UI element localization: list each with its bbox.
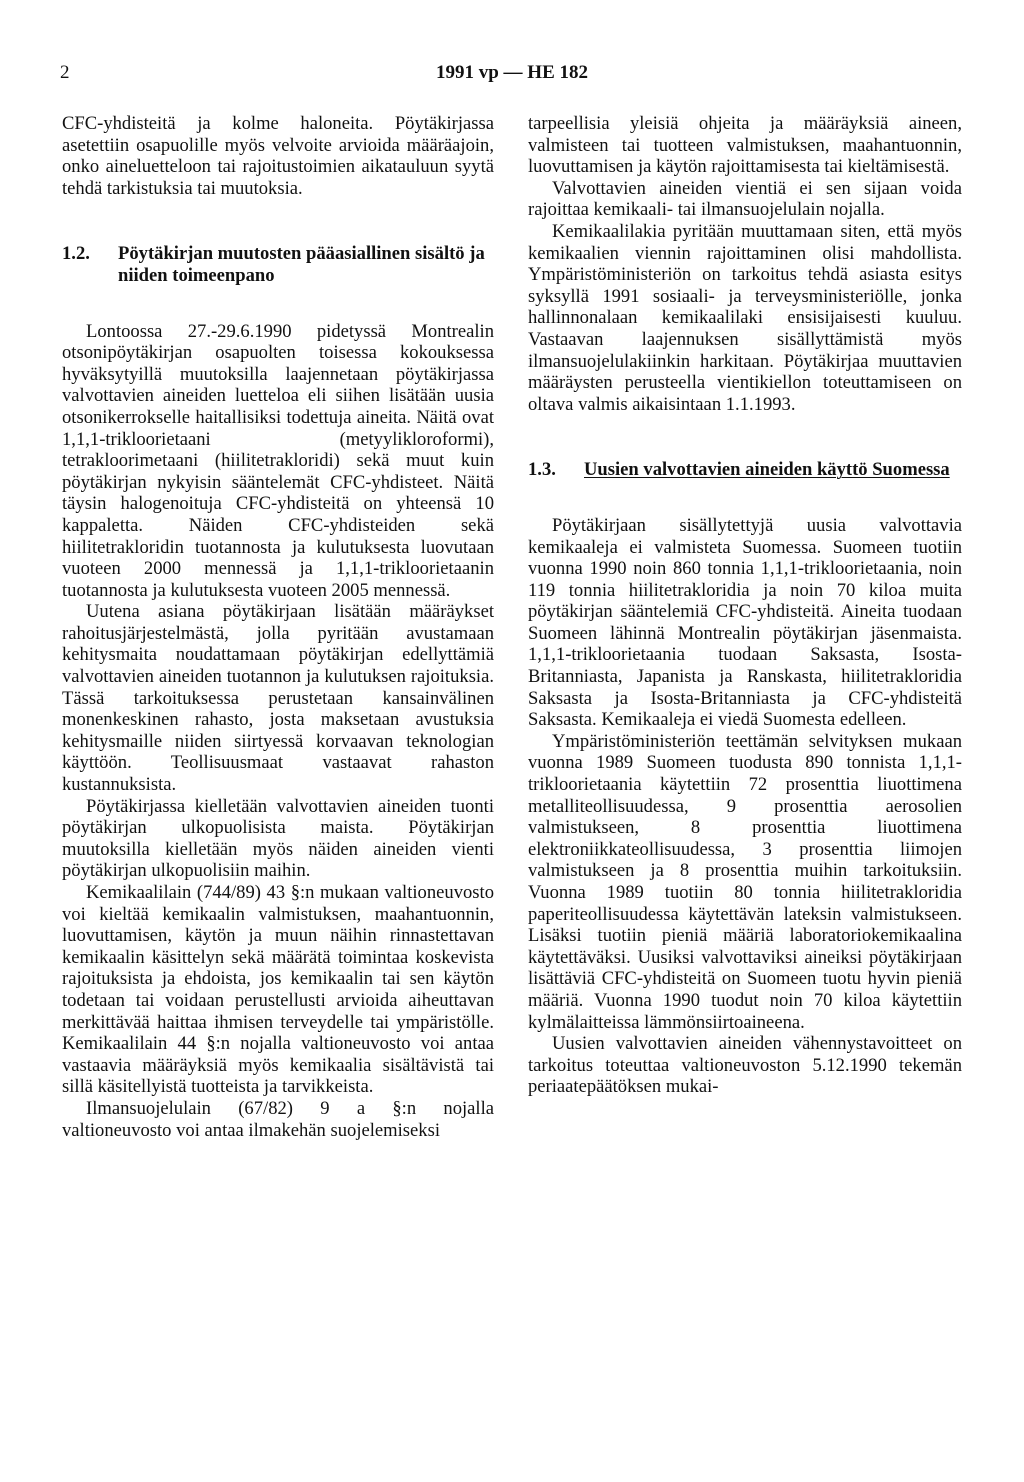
- section-number: 1.2.: [62, 243, 90, 265]
- section-title: Uusien valvottavien aineiden käyttö Suomessa: [584, 459, 950, 481]
- paragraph: Ympäristöministeriön teettämän selvityksen mukaan vuonna 1989 Suomeen tuodusta 890 tonnista 1,1,1-trikloorietaania käytettiin 72 prosenttia liuottimena metalliteollisuudessa, 9 prosenttia aerosolien valmistukseen, 8 prosenttia liuottimena elektroniikkateollisuudessa, 3 prosenttia liimojen valmistukseen ja 8 prosenttia muihin tarkoituksiin. Vuonna 1989 tuotiin 80 tonnia hiilitetrakloridia paperiteollisuudessa käytettävän lateksin valmistukseen. Lisäksi tuotiin pieniä määriä laboratoriokemikaalina käytettäväksi. Uusiksi valvottaviksi aineiksi pöytäkirjaan lisättäviä CFC-yhdisteitä on Suomeen tuotu hyvin pieniä määriä. Vuonna 1990 tuodut noin 70 kiloa käytettiin kylmälaitteissa lämmönsiirtoaineena.: [528, 730, 962, 1033]
- section-number: 1.3.: [528, 459, 556, 481]
- paragraph: Lontoossa 27.-29.6.1990 pidetyssä Montrealin otsonipöytäkirjan osapuolten toisessa kokouksessa hyväksytyillä muutoksilla laajennetaan pöytäkirjassa valvottavien aineiden luetteloa eli siihen lisätään uusia otsonikerrokselle haitallisiksi todettuja aineita. Näitä ovat 1,1,1-trikloorietaani (metyylikloroformi), tetrakloorimetaani (hiilitetrakloridi) sekä muut kuin pöytäkirjan nykyisin sääntelemät CFC-yhdisteet. Näitä täysin halogenoituja CFC-yhdisteitä on yhteensä 10 kappaletta. Näiden CFC-yhdisteiden sekä hiilitetrakloridin tuotannosta ja kulutuksesta luovutaan vuoteen 2000 mennessä ja 1,1,1-trikloorietaanin tuotannosta ja kulutuksesta vuoteen 2005 mennessä.: [62, 320, 494, 601]
- paragraph: CFC-yhdisteitä ja kolme haloneita. Pöytäkirjassa asetettiin osapuolille myös velvoite arvioida määräajoin, onko aineluetteloon tai rajoitustoimien aikatauluun syytä tehdä tarkistuksia tai muutoksia.: [62, 113, 494, 199]
- section-title: Pöytäkirjan muutosten pääasiallinen sisältö ja niiden toimeenpano: [118, 243, 485, 286]
- section-heading-1-2: [62, 243, 494, 286]
- paragraph: Uusien valvottavien aineiden vähennystavoitteet on tarkoitus toteuttaa valtioneuvoston 5.12.1990 tekemän periaatepäätöksen mukai-: [528, 1033, 962, 1098]
- page-number: 2: [60, 62, 70, 83]
- right-column: [528, 113, 962, 1098]
- running-header: 1991 vp — HE 182: [435, 62, 589, 83]
- paragraph: tarpeellisia yleisiä ohjeita ja määräyksiä aineen, valmisteen tai tuotteen valmistuksen, maahantuonnin, luovuttamisen ja käytön rajoittamisesta tai kieltämisestä.: [528, 113, 962, 178]
- paragraph: Valvottavien aineiden vientiä ei sen sijaan voida rajoittaa kemikaali- tai ilmansuojelulain nojalla.: [528, 177, 962, 221]
- left-column: [62, 113, 494, 1141]
- paragraph: Pöytäkirjassa kielletään valvottavien aineiden tuonti pöytäkirjan ulkopuolisista maista. Pöytäkirjan muutoksilla kielletään myös näiden aineiden vienti pöytäkirjan ulkopuolisiin maihin.: [62, 795, 494, 882]
- paragraph: Pöytäkirjaan sisällytettyjä uusia valvottavia kemikaaleja ei valmisteta Suomessa. Suomeen tuotiin vuonna 1990 noin 860 tonnia 1,1,1-trikloorietaania, noin 119 tonnia hiilitetrakloridia ja noin 70 kiloa muita pöytäkirjan sääntelemiä CFC-yhdisteitä. Aineita tuodaan Suomeen lähinnä Montrealin pöytäkirjan jäsenmaista. 1,1,1-trikloorietaania tuodaan Saksasta, Isosta-Britanniasta, Japanista ja Ranskasta, hiilitetrakloridia Saksasta ja Isosta-Britanniasta ja CFC-yhdisteitä Saksasta. Kemikaaleja ei viedä Suomesta edelleen.: [528, 514, 962, 731]
- paragraph: Ilmansuojelulain (67/82) 9 a §:n nojalla valtioneuvosto voi antaa ilmakehän suojelemiseksi: [62, 1097, 494, 1141]
- paragraph: Uutena asiana pöytäkirjaan lisätään määräykset rahoitusjärjestelmästä, jolla pyritään avustamaan kehitysmaita noudattamaan pöytäkirjan edellyttämiä valvottavien aineiden tuotannon ja kulutuksen rajoituksia. Tässä tarkoituksessa perustetaan kansainvälinen monenkeskinen rahasto, josta maksetaan avustuksia kehitysmaille niiden siirtyessä korvaavan teknologian käyttöön. Teollisuusmaat vastaavat rahaston kustannuksista.: [62, 601, 494, 796]
- section-heading-1-3: [528, 459, 962, 481]
- paragraph: Kemikaalilakia pyritään muuttamaan siten, että myös kemikaalien viennin rajoittaminen olisi mahdollista. Ympäristöministeriön on tarkoitus tehdä asiasta esitys syksyllä 1991 sosiaali- ja terveysministeriölle, jonka hallinnonalaan kemikaalilaki ensisijaisesti kuuluu. Vastaavan laajennuksen sisällyttämistä myös ilmansuojelulakiinkin harkitaan. Pöytäkirjaa muuttavien määräysten perusteella vientikiellon toteuttamiseen on oltava valmis aikaisintaan 1.1.1993.: [528, 220, 962, 415]
- paragraph: Kemikaalilain (744/89) 43 §:n mukaan valtioneuvosto voi kieltää kemikaalin valmistuksen, maahantuonnin, luovuttamisen, käytön ja muun näihin rinnastettavan kemikaalin käsittelyn sekä määrätä toimintaa koskevista rajoituksista ja ehdoista, jos kemikaalin tai sen käytön todetaan tai voidaan perustellusti arvioida aiheuttavan merkittävää haittaa ihmisen terveydelle tai ympäristölle. Kemikaalilain 44 §:n nojalla valtioneuvosto voi antaa vastaavia määräyksiä myös kemikaalia sisältävistä tai sillä käsitellyistä tuotteista ja tarvikkeista.: [62, 882, 494, 1098]
